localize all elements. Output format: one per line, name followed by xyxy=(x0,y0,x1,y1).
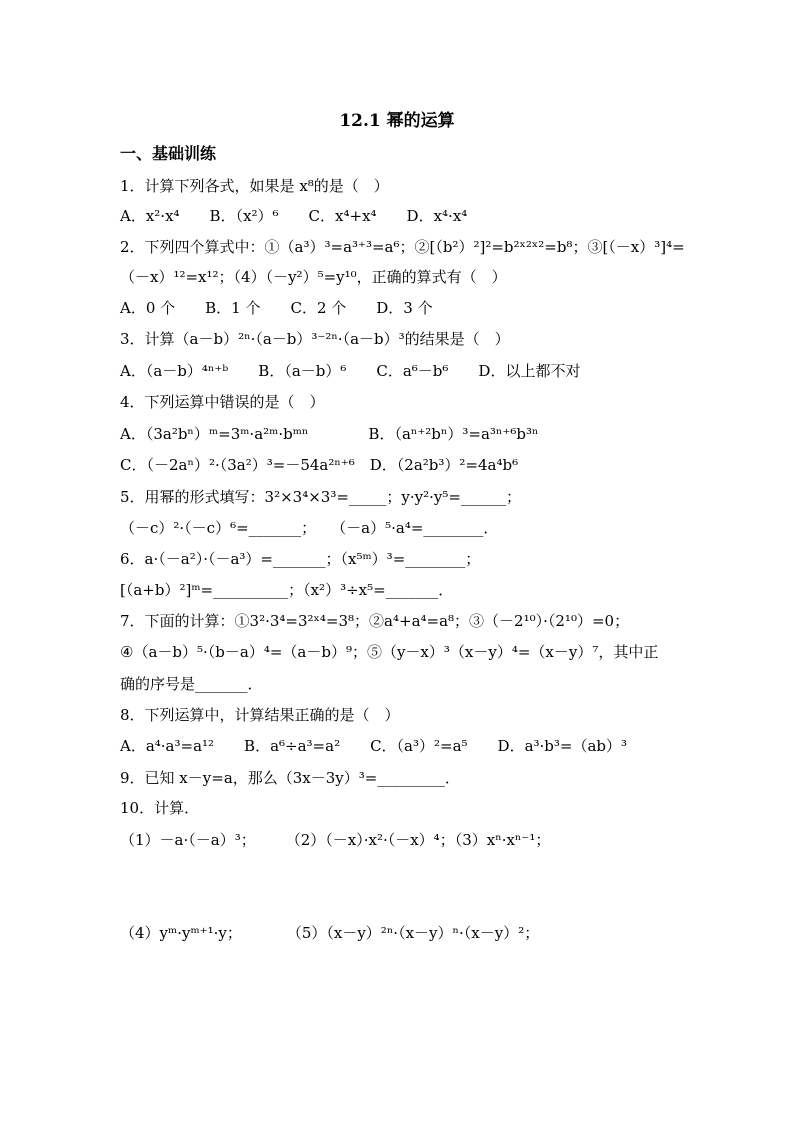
question-2-continued: （－x）¹²=x¹²；（4）（－y²）⁵=y¹⁰，正确的算式有（ ） xyxy=(120,268,507,286)
question-10-parts-4-5: （4）yᵐ·yᵐ⁺¹·y； （5）（x－y）²ⁿ·（x－y）ⁿ·（x－y）²； xyxy=(120,924,540,942)
question-2-options: A．0 个 B．1 个 C．2 个 D．3 个 xyxy=(120,299,433,317)
question-1: 1．计算下列各式，如果是 x⁸的是（ ） xyxy=(120,177,389,195)
question-4-options-cd: C．（－2aⁿ）²·（3a²）³=－54a²ⁿ⁺⁶ D．（2a²b³）²=4a⁴b⁶ xyxy=(120,456,519,474)
question-8-options: A．a⁴·a³=a¹² B．a⁶÷a³=a² C．（a³）²=a⁵ D．a³·b³=（ab）³ xyxy=(120,737,628,755)
question-7-continued: ④（a－b）⁵·（b－a）⁴=（a－b）⁹；⑤（y－x）³（x－y）⁴=（x－y）⁷，其中正 xyxy=(120,643,659,661)
question-10-parts-1-3: （1）－a·（－a）³； （2）（－x）·x²·（－x）⁴；（3）xⁿ·xⁿ⁻¹； xyxy=(120,831,551,849)
question-3: 3．计算（a－b）²ⁿ·（a－b）³⁻²ⁿ·（a－b）³的结果是（ ） xyxy=(120,330,510,348)
question-4-options-ab: A．（3a²bⁿ）ᵐ=3ᵐ·a²ᵐ·bᵐⁿ B．（aⁿ⁺²bⁿ）³=a³ⁿ⁺⁶b³ⁿ xyxy=(120,425,539,443)
question-4: 4．下列运算中错误的是（ ） xyxy=(120,393,325,411)
question-9: 9．已知 x－y=a，那么（3x－3y）³=_________． xyxy=(120,769,460,787)
question-6-continued: [（a+b）²]ᵐ=__________；（x²）³÷x⁵=_______． xyxy=(120,581,454,599)
question-7-end: 确的序号是_______． xyxy=(120,675,263,693)
section-heading: 一、基础训练 xyxy=(120,144,217,163)
question-2: 2．下列四个算式中：①（a³）³=a³⁺³=a⁶；②[（b²）²]²=b²ˣ²ˣ²=b⁸；③[（－x）³]⁴= xyxy=(120,238,685,256)
question-10: 10．计算． xyxy=(120,799,200,817)
question-6: 6．a·（－a²）·（－a³）=_______；（x⁵ᵐ）³=________； xyxy=(120,550,481,568)
question-7: 7．下面的计算：①3²·3⁴=3²ˣ⁴=3⁸；②a⁴+a⁴=a⁸；③（－2¹⁰）·（2¹⁰）=0； xyxy=(120,612,630,630)
question-5: 5．用幂的形式填写：3²×3⁴×3³=_____；y·y²·y⁵=______； xyxy=(120,488,521,506)
question-3-options: A．（a－b）⁴ⁿ⁺ᵇ B．（a－b）⁶ C．a⁶－b⁶ D．以上都不对 xyxy=(120,362,581,380)
question-5-continued: （－c）²·（－c）⁶=_______； （－a）⁵·a⁴=________． xyxy=(120,519,499,537)
question-1-options: A．x²·x⁴ B．（x²）⁶ C．x⁴+x⁴ D．x⁴·x⁴ xyxy=(120,207,468,225)
question-8: 8．下列运算中，计算结果正确的是（ ） xyxy=(120,706,400,724)
page-title: 12.1 幂的运算 xyxy=(339,111,455,131)
